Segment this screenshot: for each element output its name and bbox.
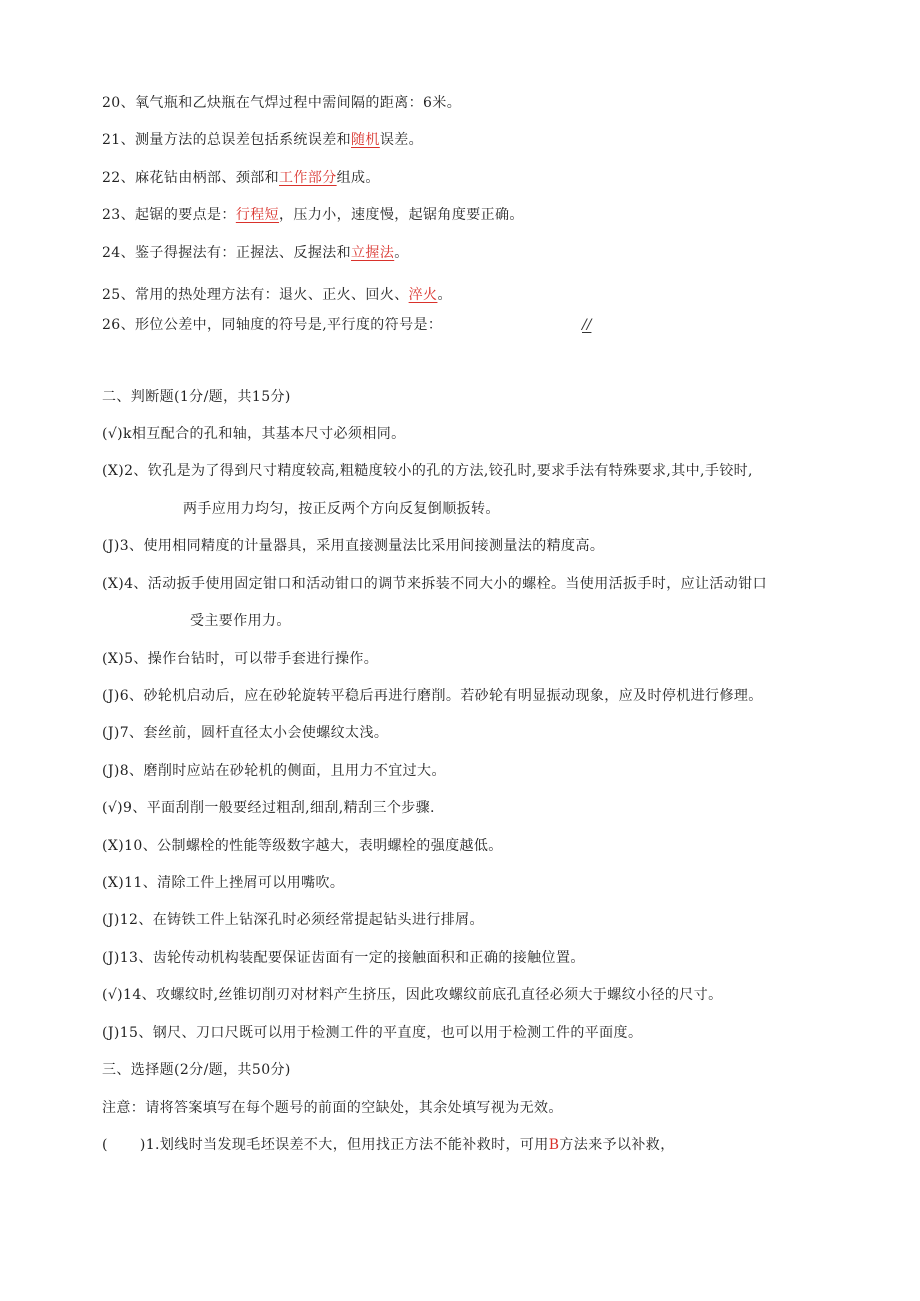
answer-text: B xyxy=(548,1137,560,1153)
judge-item: (√)9、平面刮削一般要经过粗刮,细刮,精刮三个步骤. xyxy=(102,800,435,816)
item-text: 26、形位公差中，同轴度的符号是,平行度的符号是： xyxy=(102,317,443,333)
judge-item: (X)5、操作台钻时，可以带手套进行操作。 xyxy=(102,651,379,667)
judge-item: (√)14、攻螺纹时,丝锥切削刃对材料产生挤压，因此攻螺纹前底孔直径必须大于螺纹小径的尺寸。 xyxy=(102,987,723,1003)
section-heading: 三、选择题(2分/题，共50分) xyxy=(102,1062,291,1078)
judge-item: (X)10、公制螺栓的性能等级数字越大，表明螺栓的强度越低。 xyxy=(102,838,503,854)
item-text: 20、氧气瓶和乙炔瓶在气焊过程中需间隔的距离：6米。 xyxy=(102,95,462,111)
item-text: ，压力小，速度慢，起锯角度要正确。 xyxy=(279,207,524,223)
fill-in-item xyxy=(102,94,461,112)
choice-item xyxy=(102,1136,675,1154)
section-heading: 二、判断题(1分/题，共15分) xyxy=(102,389,291,405)
item-text: 22、麻花钻由柄部、颈部和 xyxy=(102,170,280,186)
item-text: 。 xyxy=(437,287,452,303)
item-text: 方法来予以补救， xyxy=(559,1137,675,1153)
judge-item: (J)12、在铸铁工件上钻深孔时必须经常提起钻头进行排屑。 xyxy=(102,912,484,928)
item-text: 23、起锯的要点是： xyxy=(102,207,236,223)
item-text: 25、常用的热处理方法有：退火、正火、回火、 xyxy=(102,287,409,303)
judge-item: (X)4、活动扳手使用固定钳口和活动钳口的调节来拆装不同大小的螺栓。当使用活扳手时，应让活动钳口 xyxy=(102,576,767,592)
fill-in-item xyxy=(102,169,380,187)
item-text: )1.划线时当发现毛坯误差不大，但用找正方法不能补救时，可用 xyxy=(139,1137,549,1153)
fill-in-item xyxy=(102,131,423,149)
judge-item: (√)k相互配合的孔和轴，其基本尺寸必须相同。 xyxy=(102,426,406,442)
item-text: 21、测量方法的总误差包括系统误差和 xyxy=(102,132,352,148)
item-text: 。 xyxy=(394,245,409,261)
judge-item-continuation: 受主要作用力。 xyxy=(190,613,291,629)
answer-text: 随机 xyxy=(351,132,380,148)
section-note: 注意：请将答案填写在每个题号的前面的空缺处，其余处填写视为无效。 xyxy=(102,1100,563,1116)
judge-item: (J)6、砂轮机启动后，应在砂轮旋转平稳后再进行磨削。若砂轮有明显振动现象，应及时停机进行修理。 xyxy=(102,688,763,704)
answer-text: 淬火 xyxy=(408,287,438,303)
answer-text: 工作部分 xyxy=(279,170,337,186)
judge-item: (J)8、磨削时应站在砂轮机的侧面，且用力不宜过大。 xyxy=(102,763,446,779)
fill-in-item xyxy=(102,286,452,304)
judge-item: (X)11、清除工件上挫屑可以用嘴吹。 xyxy=(102,875,345,891)
item-text: 组成。 xyxy=(336,170,380,186)
judge-item: (J)13、齿轮传动机构装配要保证齿面有一定的接触面积和正确的接触位置。 xyxy=(102,950,585,966)
item-text: 误差。 xyxy=(379,132,424,148)
item-text: 24、鉴子得握法有：正握法、反握法和 xyxy=(102,245,352,261)
judge-item: (J)3、使用相同精度的计量器具，采用直接测量法比采用间接测量法的精度高。 xyxy=(102,538,605,554)
parallel-symbol: // xyxy=(582,317,592,333)
judge-item-continuation: 两手应用力均匀，按正反两个方向反复倒顺扳转。 xyxy=(183,501,500,517)
fill-in-item xyxy=(102,244,409,262)
judge-item: (X)2、钦孔是为了得到尺寸精度较高,粗糙度较小的孔的方法,铰孔时,要求手法有特殊要求,其中,手铰时, xyxy=(102,463,753,479)
answer-text: 行程短 xyxy=(235,207,280,223)
answer-text: 立握法 xyxy=(351,245,395,261)
fill-in-item xyxy=(102,316,442,334)
judge-item: (J)7、套丝前，圆杆直径太小会使螺纹太浅。 xyxy=(102,725,389,741)
fill-in-item xyxy=(102,206,524,224)
answer-blank-open: ( xyxy=(102,1137,108,1153)
judge-item: (J)15、钢尺、刀口尺既可以用于检测工件的平直度，也可以用于检测工件的平面度。 xyxy=(102,1025,643,1041)
